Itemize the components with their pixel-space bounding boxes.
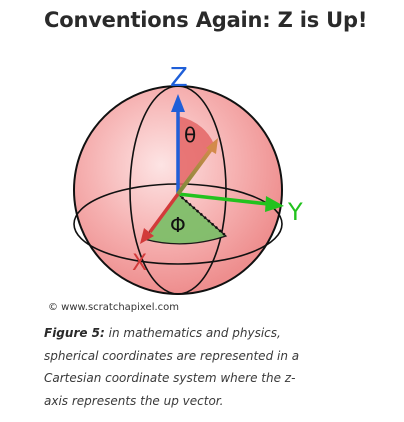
sphere-diagram (44, 52, 360, 320)
caption-line-2: spherical coordinates are represented in a (44, 348, 300, 363)
caption-line-4: axis represents the up vector. (44, 393, 224, 408)
caption-figure-label: Figure 5: (44, 326, 105, 340)
phi-label: Φ (170, 213, 186, 237)
caption-text-1: in mathematics and physics, (104, 326, 281, 340)
image-credit: © www.scratchapixel.com (48, 302, 180, 313)
x-axis-label: X (132, 251, 148, 276)
theta-label: θ (184, 123, 197, 147)
caption-line-1 (44, 322, 344, 345)
figure-caption (44, 322, 344, 412)
y-axis-label: Y (288, 198, 303, 226)
caption-line-3: Cartesian coordinate system where the z- (44, 371, 296, 385)
z-axis-label: Z (170, 63, 188, 93)
spherical-coordinates-figure (44, 52, 360, 320)
page-title: Conventions Again: Z is Up! (44, 8, 368, 32)
